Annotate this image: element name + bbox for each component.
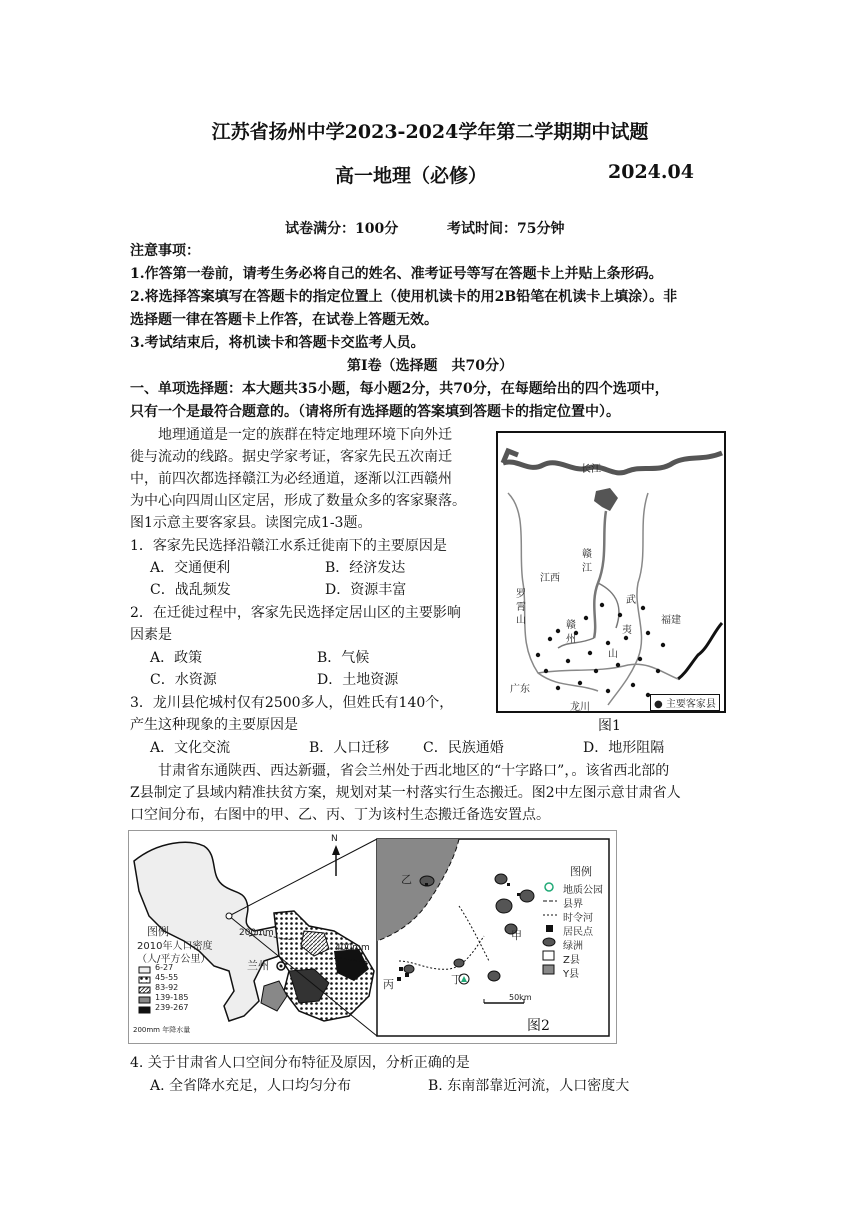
note-item: 2.将选择答案填写在答题卡的指定位置上（使用机读卡的用2B铅笔在机读卡上填涂）。非 [130, 289, 678, 305]
note-item: 1.作答第一卷前，请考生务必将自己的姓名、准考证号等写在答题卡上并贴上条形码。 [130, 266, 663, 282]
legend-right-item: 绿洲 [563, 941, 583, 952]
passage1-line: 徙与流动的线路。据史学家考证，客家先民五次南迁 [130, 449, 452, 465]
legend-right-item: Z县 [563, 955, 580, 966]
full-score: 试卷满分：100分 [285, 221, 399, 237]
label-changjiang: 长江 [581, 464, 601, 475]
label-longchuan: 龙川 [570, 702, 590, 713]
q4-option-b: B. 东南部靠近河流，人口密度大 [428, 1078, 630, 1094]
label-xiao: 霄 [516, 602, 526, 613]
label-fujian: 福建 [661, 615, 681, 626]
isohyet-note: 200mm 年降水量 [133, 1026, 191, 1034]
legend-right-item: Y县 [563, 969, 580, 980]
figure1-map-drawing [498, 433, 724, 711]
point-yi: 乙 [401, 873, 412, 886]
label-shan: 山 [516, 615, 526, 626]
q3-option-a: A．文化交流 [150, 740, 231, 756]
q2-stem: 因素是 [130, 627, 172, 643]
q4-option-a: A. 全省降水充足，人口均匀分布 [150, 1078, 352, 1094]
legend-right-item: 县界 [563, 899, 583, 910]
lanzhou-label: 兰州 [247, 959, 269, 972]
label-luo: 罗 [516, 589, 526, 600]
exam-date: 2024.04 [608, 161, 694, 183]
point-jia: 甲 [511, 929, 522, 942]
legend-right-title: 图例 [570, 865, 592, 878]
density-class: 239-267 [155, 1003, 189, 1012]
legend-right-item: 地质公园 [563, 885, 603, 896]
north-label: N [331, 834, 338, 844]
label-gan: 赣 [582, 549, 592, 560]
density-class: 6-27 [155, 963, 174, 972]
scale-label: 50km [509, 993, 532, 1002]
hakka-county-dots [536, 603, 665, 697]
exam-subject: 高一地理（必修） [335, 165, 488, 187]
label-jiangxi: 江西 [540, 573, 560, 584]
label-yi: 夷 [622, 625, 632, 636]
part1-instruction: 只有一个是最符合题意的。（请将所有选择题的答案填到答题卡的指定位置中）。 [130, 404, 620, 420]
q2-option-d: D．土地资源 [317, 672, 399, 688]
q1-stem: 1．客家先民选择沿赣江水系迁徙南下的主要原因是 [130, 538, 447, 554]
passage1-line: 图1示意主要客家县。读图完成1-3题。 [130, 515, 372, 531]
label-guangdong: 广东 [510, 684, 530, 695]
legend-right-item: 居民点 [563, 927, 593, 938]
passage2-line: Z县制定了县域内精准扶贫方案，规划对某一村落实行生态搬迁。图2中左图示意甘肃省人 [130, 785, 681, 801]
label-wu: 武 [626, 595, 636, 606]
part1-instruction: 一、单项选择题：本大题共35小题，每小题2分，共70分，在每题给出的四个选项中， [130, 381, 669, 397]
label-ganzhou1: 赣 [566, 620, 576, 631]
point-bing: 丙 [383, 978, 394, 991]
label-jiang: 江 [582, 563, 592, 574]
q2-stem: 2．在迁徙过程中，客家先民选择定居山区的主要影响 [130, 605, 461, 621]
figure2-caption: 图2 [527, 1018, 550, 1034]
q2-option-b: B．气候 [317, 650, 370, 666]
density-class: 45-55 [155, 973, 179, 982]
figure1-caption: 图1 [598, 718, 621, 734]
isohyet-400: 400mm [335, 943, 370, 953]
q1-option-c: C．战乱频发 [150, 582, 231, 598]
q3-option-b: B．人口迁移 [309, 740, 390, 756]
passage1-line: 地理通道是一定的族群在特定地理环境下向外迁 [158, 427, 452, 443]
label-yishan: 山 [608, 649, 618, 660]
exam-time: 考试时间：75分钟 [447, 221, 565, 237]
density-class: 139-185 [155, 993, 189, 1002]
q3-stem: 3．龙川县佗城村仅有2500多人，但姓氏有140个， [130, 695, 454, 711]
legend-left-subtitle: （人/平方公里） [137, 954, 211, 965]
q1-option-a: A．交通便利 [150, 560, 231, 576]
isohyet-200: 200mm [239, 928, 274, 938]
figure1-legend: ● 主要客家县 [650, 694, 720, 711]
passage1-line: 中，前四次都选择赣江为必经通道，逐渐以江西赣州 [130, 471, 452, 487]
q3-option-d: D．地形阻隔 [583, 740, 665, 756]
legend-left-subtitle: 2010年人口密度 [137, 941, 213, 952]
q3-stem: 产生这种现象的主要原因是 [130, 717, 298, 733]
note-item: 3.考试结束后，将机读卡和答题卡交监考人员。 [130, 335, 425, 351]
density-class: 83-92 [155, 983, 179, 992]
legend-left-title: 图例 [147, 925, 169, 938]
q1-option-d: D．资源丰富 [325, 582, 407, 598]
q3-option-c: C．民族通婚 [423, 740, 504, 756]
point-ding: 丁 [451, 973, 462, 986]
q2-option-c: C．水资源 [150, 672, 217, 688]
label-ganzhou2: 州 [566, 634, 576, 645]
q1-option-b: B．经济发达 [325, 560, 406, 576]
passage2-line: 口空间分布，右图中的甲、乙、丙、丁为该村生态搬迁备选安置点。 [130, 807, 550, 823]
exam-title: 江苏省扬州中学2023-2024学年第二学期期中试题 [211, 121, 649, 143]
figure1-map [496, 431, 726, 713]
note-item: 选择题一律在答题卡上作答，在试卷上答题无效。 [130, 312, 438, 328]
passage1-line: 为中心向四周山区定居，形成了数量众多的客家聚落。 [130, 493, 466, 509]
part1-heading: 第Ⅰ卷（选择题 共70分） [346, 358, 514, 374]
q2-option-a: A．政策 [150, 650, 203, 666]
passage2-line: 甘肃省东通陕西、西达新疆，省会兰州处于西北地区的“十字路口”，。该省西北部的 [158, 763, 670, 779]
figure2 [128, 830, 617, 1044]
q4-stem: 4. 关于甘肃省人口空间分布特征及原因，分析正确的是 [130, 1055, 470, 1071]
legend-right-item: 时令河 [563, 913, 593, 924]
notes-heading: 注意事项： [130, 243, 200, 259]
